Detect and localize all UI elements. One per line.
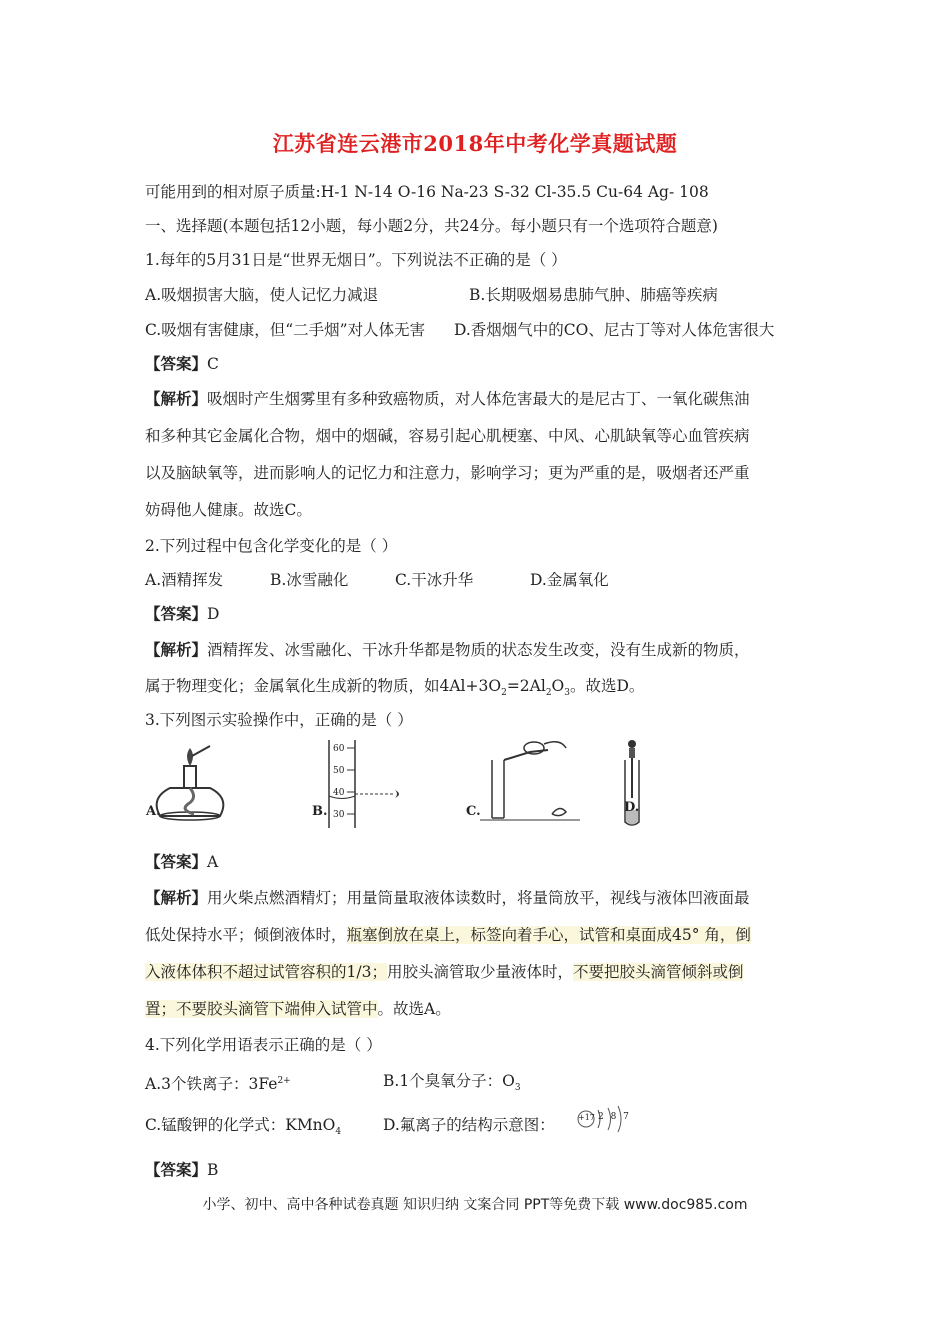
subscript: 3 — [564, 688, 570, 699]
q2-answer-value: D — [207, 605, 220, 623]
tick-60: 60 — [333, 744, 345, 754]
fluoride-ion-diagram — [576, 1104, 636, 1134]
q3-analysis-4b: 。故选A。 — [377, 1000, 451, 1018]
q3-figure — [140, 738, 660, 830]
shell-electrons: 2 8 7 — [598, 1112, 631, 1122]
page-footer: 小学、初中、高中各种试卷真题 知识归纳 文案合同 PPT等免费下载 www.doc985.com — [202, 1197, 748, 1213]
highlighted-text: 入液体体积不超过试管容积的1/3； — [145, 963, 387, 981]
q4-option-c — [145, 1115, 341, 1142]
q2-analysis-1 — [145, 640, 750, 660]
q4-option-b — [383, 1071, 521, 1098]
tick-50: 50 — [333, 766, 345, 776]
q1-option-c: C.吸烟有害健康，但“二手烟”对人体无害 — [145, 321, 426, 339]
q3-analysis-text-1: 用火柴点燃酒精灯；用量筒量取液体读数时，将量筒放平，视线与液体凹液面最 — [207, 889, 750, 907]
q3-analysis-3 — [145, 962, 743, 982]
document-title: 江苏省连云港市2018年中考化学真题试题 — [272, 131, 678, 156]
q2-analysis-text-1: 酒精挥发、冰雪融化、干冰升华都是物质的状态发生改变，没有生成新的物质， — [207, 641, 750, 659]
superscript: 2+ — [277, 1076, 291, 1086]
figure-label-c: C. — [466, 804, 481, 819]
q2-option-a: A.酒精挥发 — [145, 571, 224, 589]
q4-answer — [145, 1160, 218, 1180]
q3-stem: 3.下列图示实验操作中，正确的是（ ） — [145, 711, 413, 729]
q2-answer — [145, 604, 219, 624]
q2-stem: 2.下列过程中包含化学变化的是（ ） — [145, 537, 398, 555]
subscript: 2 — [545, 688, 552, 699]
tick-30: 30 — [333, 810, 345, 820]
q2-option-b: B.冰雪融化 — [270, 571, 349, 589]
q1-analysis-text-1: 吸烟时产生烟雾里有多种致癌物质，对人体危害最大的是尼古丁、一氧化碳焦油 — [207, 390, 750, 408]
tick-40: 40 — [333, 788, 345, 798]
q1-option-b: B.长期吸烟易患肺气肿、肺癌等疾病 — [469, 286, 718, 304]
q4-answer-value: B — [207, 1161, 219, 1179]
highlighted-text: 瓶塞倒放在桌上，标签向着手心，试管和桌面成45° 角，倒 — [346, 926, 751, 944]
answer-tag: 【答案】 — [145, 354, 208, 373]
q4-option-a — [145, 1071, 291, 1094]
q2-option-c: C.干冰升华 — [395, 571, 474, 589]
figure-label-d: D. — [624, 800, 640, 815]
q1-analysis-4: 妨碍他人健康。故选C。 — [145, 501, 312, 519]
highlighted-text: 置；不要胶头滴管下端伸入试管中 — [145, 1000, 378, 1018]
q4-stem: 4.下列化学用语表示正确的是（ ） — [145, 1036, 382, 1054]
q4-option-c-text: C.锰酸钾的化学式：KMnO — [145, 1116, 336, 1134]
dropper-figure — [612, 738, 652, 830]
q3-analysis-4 — [145, 999, 451, 1019]
q1-answer-value: C — [207, 355, 219, 373]
q2-analysis-2a: 属于物理变化；金属氧化生成新的物质，如4Al+3O — [145, 677, 502, 695]
q4-option-b-text: B.1个臭氧分子：O — [383, 1072, 515, 1090]
figure-label-b: B. — [312, 804, 328, 819]
nucleus-charge: +17 — [578, 1113, 595, 1122]
q1-stem: 1.每年的5月31日是“世界无烟日”。下列说法不正确的是（ ） — [145, 251, 567, 269]
q1-analysis-1 — [145, 389, 750, 409]
q2-analysis-2d: 。故选D。 — [570, 677, 645, 695]
q1-option-a: A.吸烟损害大脑，使人记忆力减退 — [145, 286, 379, 304]
q2-analysis-2 — [145, 676, 644, 703]
q1-option-d: D.香烟烟气中的CO、尼古丁等对人体危害很大 — [454, 321, 775, 339]
atomic-masses: 可能用到的相对原子质量:H-1 N-14 O-16 Na-23 S-32 Cl-35.5 Cu-64 Ag- 108 — [145, 183, 709, 201]
pouring-liquid-figure — [480, 738, 590, 828]
q1-analysis-3: 以及脑缺氧等，进而影响人的记忆力和注意力，影响学习；更为严重的是，吸烟者还严重 — [145, 464, 750, 482]
q2-option-d: D.金属氧化 — [530, 571, 609, 589]
answer-tag: 【答案】 — [145, 852, 208, 871]
q2-analysis-2c: O — [551, 677, 565, 695]
q3-analysis-1 — [145, 888, 750, 908]
q1-analysis-2: 和多种其它金属化合物，烟中的烟碱，容易引起心肌梗塞、中风、心肌缺氧等心血管疾病 — [145, 427, 750, 445]
q4-option-a-text: A.3个铁离子：3Fe — [145, 1075, 278, 1094]
answer-tag: 【答案】 — [145, 1160, 208, 1179]
analysis-tag: 【解析】 — [145, 888, 208, 907]
analysis-tag: 【解析】 — [145, 640, 208, 659]
subscript: 3 — [514, 1083, 521, 1094]
answer-tag: 【答案】 — [145, 604, 208, 623]
q2-analysis-2b: =2Al — [506, 677, 546, 695]
highlighted-text: 不要把胶头滴管倾斜或倒 — [572, 963, 744, 981]
q3-analysis-2 — [145, 925, 751, 945]
q3-analysis-2a: 低处保持水平；倾倒液体时， — [145, 926, 347, 944]
q3-answer — [145, 852, 218, 872]
q3-analysis-3b: 用胶头滴管取少量液体时， — [386, 963, 573, 981]
q3-answer-value: A — [207, 853, 219, 871]
subscript: 2 — [501, 688, 507, 699]
section-header: 一、选择题(本题包括12小题，每小题2分，共24分。每小题只有一个选项符合题意) — [145, 217, 718, 235]
figure-label-a: A. — [146, 804, 161, 819]
analysis-tag: 【解析】 — [145, 389, 208, 408]
subscript: 4 — [335, 1127, 342, 1138]
q4-option-d: D.氟离子的结构示意图： — [383, 1116, 555, 1134]
q1-answer — [145, 354, 219, 374]
